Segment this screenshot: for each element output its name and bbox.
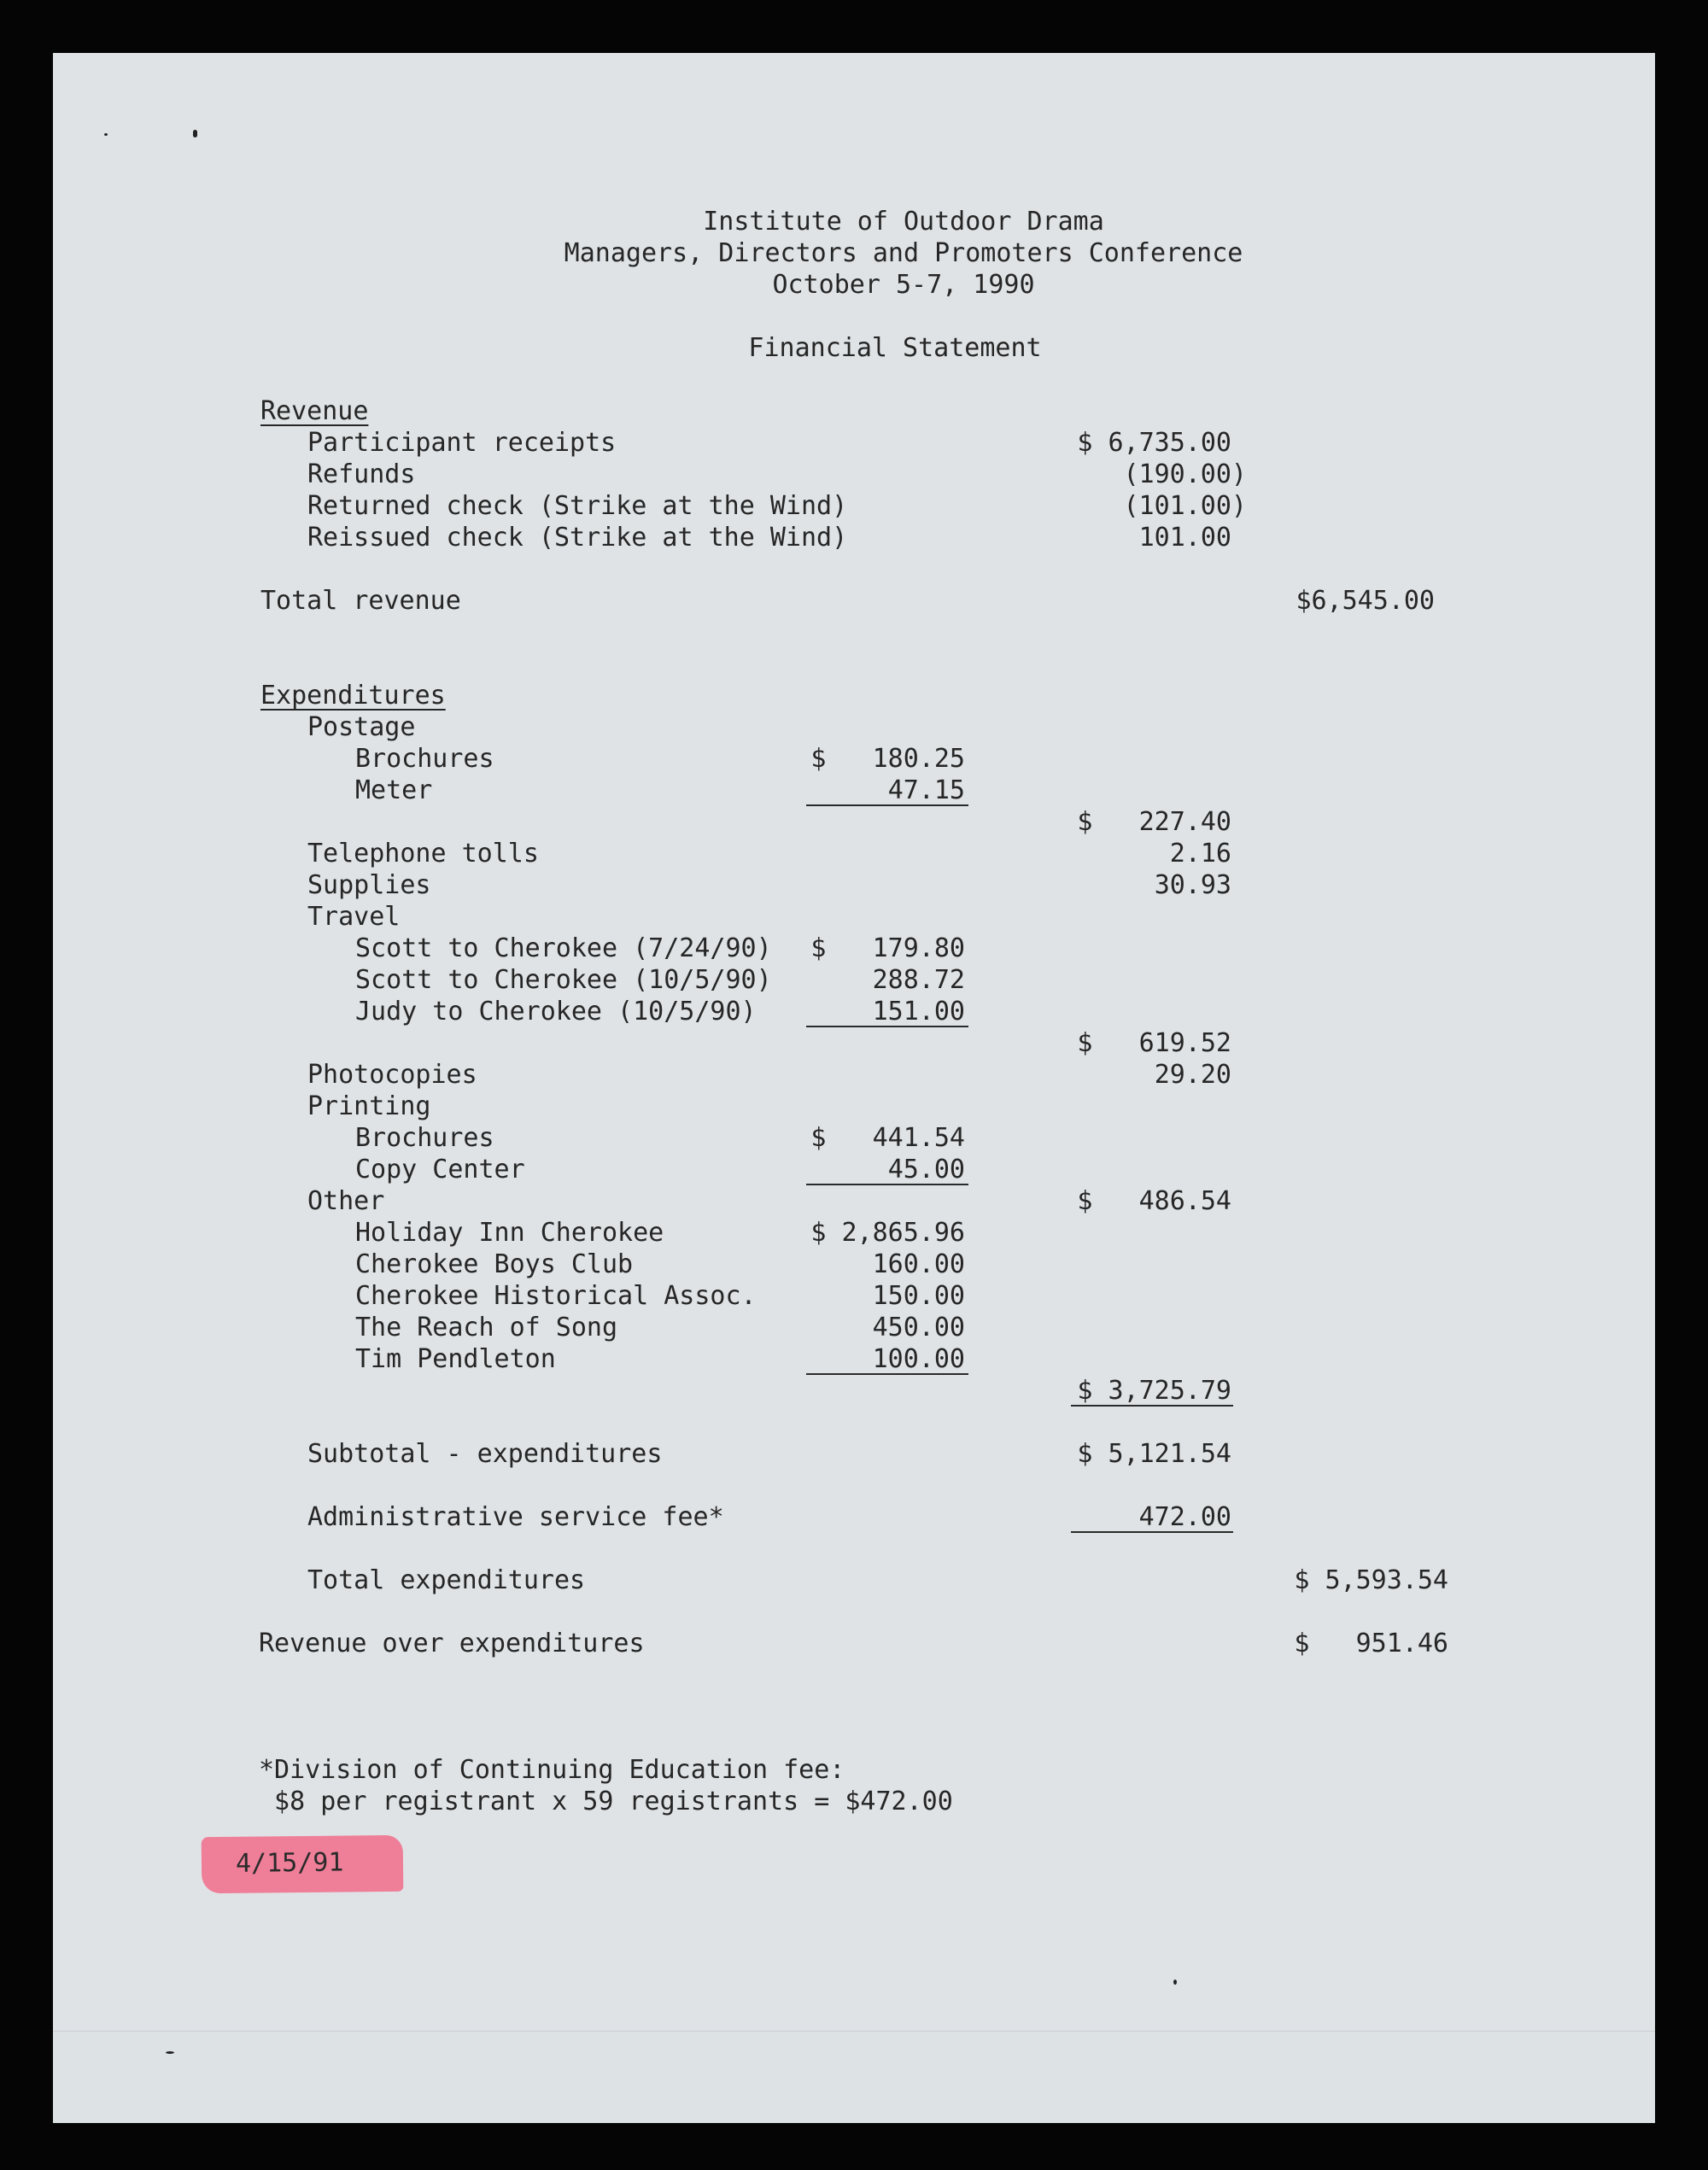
travel-item-label: Scott to Cherokee (10/5/90) — [355, 965, 772, 995]
subtotal-expenditures-amount: $ 5,121.54 — [1077, 1439, 1231, 1469]
document-page — [53, 53, 1655, 2123]
paper-speck — [1173, 1980, 1177, 1985]
photocopies-amount: 29.20 — [1154, 1060, 1231, 1090]
underline-rule — [806, 1373, 968, 1375]
revenue-item-amount: (190.00) — [1123, 459, 1247, 489]
telephone-label: Telephone tolls — [307, 839, 539, 869]
other-item-label: Tim Pendleton — [355, 1344, 556, 1374]
revenue-item-amount: $ 6,735.00 — [1077, 428, 1231, 458]
travel-subtotal: $ 619.52 — [1077, 1028, 1231, 1058]
printing-subtotal: $ 486.54 — [1077, 1186, 1231, 1216]
postage-item-amount: 47.15 — [887, 775, 965, 805]
revenue-over-expenditures-amount: $ 951.46 — [1294, 1629, 1448, 1658]
underline-rule — [1071, 1405, 1233, 1407]
postage-item-label: Brochures — [355, 744, 494, 774]
revenue-item-amount: (101.00) — [1123, 491, 1247, 521]
expenditures-heading: Expenditures — [260, 681, 446, 711]
subtotal-expenditures-label: Subtotal - expenditures — [307, 1439, 663, 1469]
travel-label: Travel — [307, 902, 401, 932]
other-item-amount: $ 2,865.96 — [810, 1218, 965, 1248]
org-name: Institute of Outdoor Drama — [703, 207, 1104, 237]
other-item-label: Holiday Inn Cherokee — [355, 1218, 664, 1248]
total-revenue-label: Total revenue — [260, 586, 461, 616]
revenue-item-label: Returned check (Strike at the Wind) — [307, 491, 848, 521]
paper-speck — [166, 2051, 174, 2054]
supplies-label: Supplies — [307, 870, 431, 900]
total-revenue-amount: $6,545.00 — [1296, 586, 1435, 616]
underline-rule — [806, 1184, 968, 1185]
paper-bottom-strip — [53, 2031, 1655, 2123]
printing-item-label: Copy Center — [355, 1155, 525, 1184]
other-item-label: Cherokee Historical Assoc. — [355, 1281, 757, 1311]
footnote-line: $8 per registrant x 59 registrants = $472.00 — [259, 1787, 953, 1816]
paper-speck — [104, 133, 108, 136]
photocopies-label: Photocopies — [307, 1060, 477, 1090]
postage-subtotal: $ 227.40 — [1077, 807, 1231, 837]
date-stamp-text: 4/15/91 — [235, 1847, 344, 1879]
travel-item-label: Judy to Cherokee (10/5/90) — [355, 997, 757, 1027]
admin-fee-label: Administrative service fee* — [307, 1502, 724, 1532]
other-item-amount: 160.00 — [872, 1249, 965, 1279]
total-expenditures-amount: $ 5,593.54 — [1294, 1565, 1448, 1595]
underline-rule — [1071, 1531, 1233, 1533]
other-label: Other — [307, 1186, 385, 1216]
travel-item-amount: 151.00 — [872, 997, 965, 1027]
printing-label: Printing — [307, 1091, 431, 1121]
other-item-label: Cherokee Boys Club — [355, 1249, 634, 1279]
printing-item-amount: $ 441.54 — [810, 1123, 965, 1153]
other-item-amount: 450.00 — [872, 1313, 965, 1342]
revenue-item-amount: 101.00 — [1138, 523, 1231, 553]
paper-speck — [193, 130, 197, 137]
travel-item-label: Scott to Cherokee (7/24/90) — [355, 933, 772, 963]
statement-title: Financial Statement — [748, 333, 1042, 363]
date-stamp — [202, 1835, 404, 1893]
telephone-amount: 2.16 — [1169, 839, 1231, 869]
revenue-item-label: Participant receipts — [307, 428, 617, 458]
underline-rule — [806, 804, 968, 806]
admin-fee-amount: 472.00 — [1138, 1502, 1231, 1532]
other-item-amount: 100.00 — [872, 1344, 965, 1374]
revenue-item-label: Reissued check (Strike at the Wind) — [307, 523, 848, 553]
travel-item-amount: $ 179.80 — [810, 933, 965, 963]
printing-item-amount: 45.00 — [887, 1155, 965, 1184]
travel-item-amount: 288.72 — [872, 965, 965, 995]
other-subtotal: $ 3,725.79 — [1077, 1376, 1231, 1406]
conference-dates: October 5-7, 1990 — [772, 270, 1035, 300]
underline-rule — [806, 1026, 968, 1027]
postage-item-amount: $ 180.25 — [810, 744, 965, 774]
postage-label: Postage — [307, 712, 416, 742]
revenue-heading: Revenue — [260, 396, 369, 426]
other-item-label: The Reach of Song — [355, 1313, 618, 1342]
total-expenditures-label: Total expenditures — [307, 1565, 586, 1595]
supplies-amount: 30.93 — [1154, 870, 1231, 900]
printing-item-label: Brochures — [355, 1123, 494, 1153]
conference-name: Managers, Directors and Promoters Conference — [564, 238, 1243, 268]
postage-item-label: Meter — [355, 775, 433, 805]
revenue-over-expenditures-label: Revenue over expenditures — [259, 1629, 645, 1658]
footnote-line: *Division of Continuing Education fee: — [259, 1755, 845, 1785]
other-item-amount: 150.00 — [872, 1281, 965, 1311]
revenue-item-label: Refunds — [307, 459, 416, 489]
